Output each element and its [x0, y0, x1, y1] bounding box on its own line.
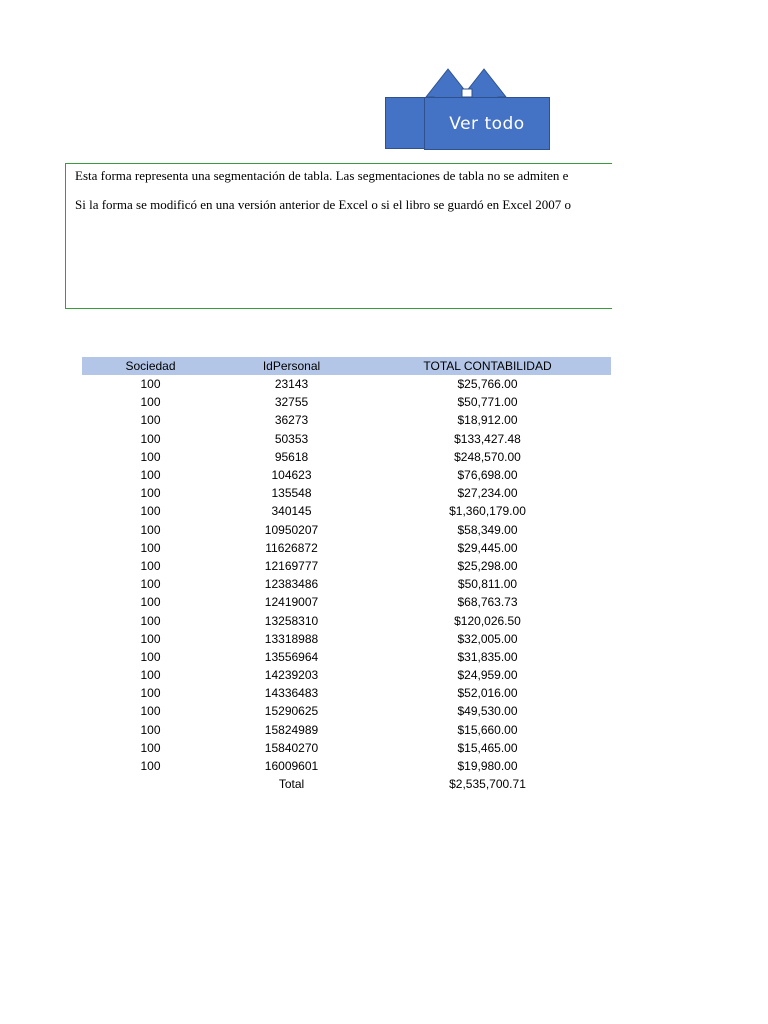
- cell-total[interactable]: $15,660.00: [457, 722, 518, 737]
- cell-sociedad[interactable]: 100: [140, 577, 161, 592]
- cell-total[interactable]: $19,980.00: [457, 759, 518, 774]
- total-value: $2,535,700.71: [449, 777, 526, 792]
- cell-total[interactable]: $49,530.00: [457, 704, 518, 719]
- cell-idpersonal[interactable]: 13318988: [264, 631, 319, 646]
- cell-total[interactable]: $24,959.00: [457, 668, 518, 683]
- total-label: Total: [278, 777, 305, 792]
- cell-sociedad[interactable]: 100: [140, 595, 161, 610]
- table-total-row: [82, 775, 611, 793]
- cell-total[interactable]: $1,360,179.00: [449, 504, 526, 519]
- cell-total[interactable]: $27,234.00: [457, 486, 518, 501]
- cell-idpersonal[interactable]: 23143: [274, 377, 309, 392]
- table-row: [82, 430, 611, 448]
- cell-idpersonal[interactable]: 15840270: [264, 740, 319, 755]
- cell-idpersonal[interactable]: 11626872: [265, 540, 318, 555]
- slicer-placeholder[interactable]: [65, 163, 612, 309]
- table-header-row: [82, 357, 611, 375]
- view-all-label: Ver todo: [449, 113, 525, 134]
- cell-sociedad[interactable]: 100: [140, 722, 161, 737]
- table-row: [82, 721, 611, 739]
- table-row: [82, 611, 611, 629]
- cell-total[interactable]: $133,427.48: [454, 431, 521, 446]
- slicer-message-1: Esta forma representa una segmentación de tabla. Las segmentaciones de tabla no se admiten e: [75, 168, 569, 183]
- table-row: [82, 666, 611, 684]
- table-row: [82, 375, 611, 393]
- table-row: [82, 448, 611, 466]
- pivot-table: [82, 357, 611, 793]
- cell-sociedad[interactable]: 100: [140, 631, 161, 646]
- cell-idpersonal[interactable]: 135548: [271, 486, 312, 501]
- cell-total[interactable]: $25,298.00: [457, 558, 518, 573]
- cell-total[interactable]: $248,570.00: [454, 449, 521, 464]
- cell-sociedad[interactable]: 100: [140, 740, 161, 755]
- table-row: [82, 575, 611, 593]
- cell-idpersonal[interactable]: 13258310: [264, 613, 319, 628]
- cell-sociedad[interactable]: 100: [140, 686, 161, 701]
- cell-total[interactable]: $25,766.00: [457, 377, 518, 392]
- cell-total[interactable]: $58,349.00: [457, 522, 518, 537]
- table-body: [82, 375, 611, 775]
- cell-total[interactable]: $31,835.00: [457, 649, 518, 664]
- cell-total[interactable]: $68,763.73: [457, 595, 518, 610]
- cell-sociedad[interactable]: 100: [140, 613, 161, 628]
- cell-sociedad[interactable]: 100: [140, 468, 161, 483]
- cell-idpersonal[interactable]: 13556964: [264, 649, 319, 664]
- total-empty-cell: [82, 775, 219, 793]
- cell-sociedad[interactable]: 100: [140, 413, 161, 428]
- cell-total[interactable]: $50,811.00: [457, 577, 518, 592]
- cell-idpersonal[interactable]: 340145: [271, 504, 312, 519]
- cell-total[interactable]: $18,912.00: [457, 413, 518, 428]
- view-all-button[interactable]: [424, 97, 550, 150]
- cell-idpersonal[interactable]: 50353: [274, 431, 309, 446]
- column-header-sociedad[interactable]: Sociedad: [82, 357, 219, 375]
- cell-sociedad[interactable]: 100: [140, 704, 161, 719]
- table-row: [82, 484, 611, 502]
- table-row: [82, 648, 611, 666]
- cell-total[interactable]: $52,016.00: [457, 686, 518, 701]
- cell-sociedad[interactable]: 100: [140, 431, 161, 446]
- cell-sociedad[interactable]: 100: [140, 504, 161, 519]
- cell-idpersonal[interactable]: 36273: [274, 413, 309, 428]
- cell-total[interactable]: $15,465.00: [457, 740, 518, 755]
- cell-sociedad[interactable]: 100: [140, 540, 161, 555]
- cell-idpersonal[interactable]: 32755: [274, 395, 309, 410]
- table-row: [82, 557, 611, 575]
- table-row: [82, 411, 611, 429]
- cell-idpersonal[interactable]: 10950207: [264, 522, 319, 537]
- table-row: [82, 502, 611, 520]
- cell-idpersonal[interactable]: 12383486: [264, 577, 319, 592]
- cell-sociedad[interactable]: 100: [140, 377, 161, 392]
- cell-idpersonal[interactable]: 14239203: [264, 668, 319, 683]
- cell-idpersonal[interactable]: 15824989: [264, 722, 319, 737]
- table-row: [82, 521, 611, 539]
- cell-idpersonal[interactable]: 16009601: [264, 759, 319, 774]
- table-row: [82, 739, 611, 757]
- cell-idpersonal[interactable]: 95618: [274, 449, 309, 464]
- table-row: [82, 539, 611, 557]
- table-row: [82, 684, 611, 702]
- cell-total[interactable]: $50,771.00: [457, 395, 518, 410]
- cell-sociedad[interactable]: 100: [140, 558, 161, 573]
- cell-sociedad[interactable]: 100: [140, 759, 161, 774]
- cell-sociedad[interactable]: 100: [140, 486, 161, 501]
- cell-sociedad[interactable]: 100: [140, 668, 161, 683]
- cell-sociedad[interactable]: 100: [140, 395, 161, 410]
- cell-total[interactable]: $32,005.00: [457, 631, 518, 646]
- cell-idpersonal[interactable]: 12169777: [264, 558, 319, 573]
- slicer-message-2: Si la forma se modificó en una versión anterior de Excel o si el libro se guardó en Excel 2007 o: [75, 197, 572, 212]
- cell-sociedad[interactable]: 100: [140, 449, 161, 464]
- table-row: [82, 630, 611, 648]
- table-row: [82, 757, 611, 775]
- cell-idpersonal[interactable]: 104623: [271, 468, 312, 483]
- cell-idpersonal[interactable]: 15290625: [264, 704, 319, 719]
- cell-sociedad[interactable]: 100: [140, 522, 161, 537]
- table-row: [82, 593, 611, 611]
- table-row: [82, 393, 611, 411]
- cell-sociedad[interactable]: 100: [140, 649, 161, 664]
- column-header-total[interactable]: TOTAL CONTABILIDAD: [364, 357, 611, 375]
- up-arrow-icon[interactable]: [424, 67, 538, 99]
- table-row: [82, 702, 611, 720]
- cell-total[interactable]: $29,445.00: [457, 540, 518, 555]
- cell-total[interactable]: $76,698.00: [457, 468, 518, 483]
- cell-idpersonal[interactable]: 14336483: [264, 686, 319, 701]
- cell-total[interactable]: $120,026.50: [454, 613, 521, 628]
- column-header-idpersonal[interactable]: IdPersonal: [219, 357, 364, 375]
- cell-idpersonal[interactable]: 12419007: [264, 595, 319, 610]
- table-row: [82, 466, 611, 484]
